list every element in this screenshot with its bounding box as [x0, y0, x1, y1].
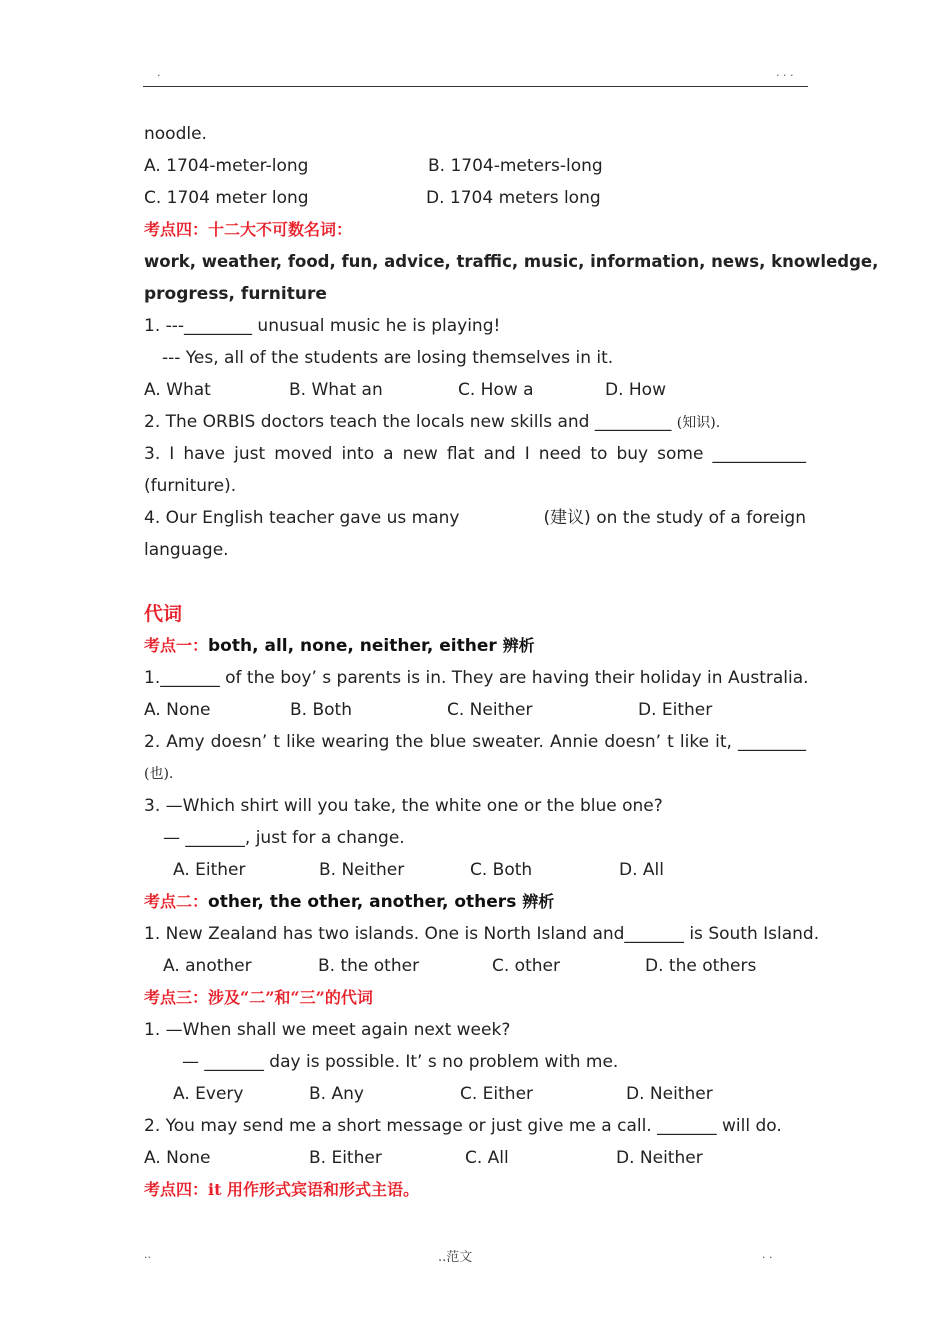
word-list: progress, furniture	[144, 284, 327, 304]
option-c: C. 1704 meter long	[144, 188, 309, 208]
section-heading: 考点三：涉及“二”和“三”的代词	[144, 988, 373, 1007]
options-row	[144, 1142, 806, 1174]
question: 1. New Zealand has two islands. One is North Island and_______ is South Island.	[144, 924, 820, 944]
option-b: B. What an	[289, 380, 383, 400]
options-row	[144, 854, 806, 886]
option-a: A. Every	[173, 1084, 244, 1104]
option-b: B. Both	[290, 700, 352, 720]
chapter-title: 代词	[144, 603, 183, 625]
option-d: D. Either	[638, 700, 713, 720]
option-c: C. All	[465, 1148, 509, 1168]
heading-label: 考点一：	[144, 636, 209, 655]
header-right-mark: . . .	[776, 66, 794, 79]
option-c: C. Both	[470, 860, 533, 880]
footer-center-text: ..范文	[438, 1250, 473, 1265]
option-b: B. Any	[309, 1084, 364, 1104]
option-b: B. Neither	[319, 860, 405, 880]
options-row	[144, 374, 806, 406]
option-a: A. None	[144, 1148, 211, 1168]
option-d: D. 1704 meters long	[426, 188, 601, 208]
heading-suffix: 辨析	[522, 892, 555, 911]
heading-label: 考点二：	[144, 892, 209, 911]
heading-words: both, all, none, neither, either	[208, 636, 503, 656]
options-row	[144, 1078, 806, 1110]
option-a: A. 1704-meter-long	[144, 156, 309, 176]
option-a: A. Either	[173, 860, 246, 880]
option-d: D. All	[619, 860, 664, 880]
option-a: A. What	[144, 380, 211, 400]
footer-left-mark: ..	[144, 1248, 151, 1261]
question: 3. I have just moved into a new flat and I need to buy some ___________	[144, 444, 806, 464]
option-b: B. 1704-meters-long	[428, 156, 603, 176]
option-c: C. How a	[458, 380, 534, 400]
options-row	[144, 950, 806, 982]
option-a: A. None	[144, 700, 211, 720]
option-d: D. Neither	[626, 1084, 713, 1104]
question-text: 4. Our English teacher gave us many	[144, 508, 460, 528]
question-continued: (也).	[144, 766, 174, 782]
question-continued: language.	[144, 540, 229, 560]
option-b: B. the other	[318, 956, 420, 976]
option-a: A. another	[163, 956, 252, 976]
heading-suffix: 辨析	[502, 636, 535, 655]
document-body	[144, 118, 879, 1206]
question: 3. —Which shirt will you take, the white one or the blue one?	[144, 796, 663, 816]
option-d: D. Neither	[616, 1148, 703, 1168]
options-row	[144, 182, 806, 214]
hint-text: (知识).	[676, 415, 721, 431]
question	[144, 502, 806, 534]
question: 1. ---________ unusual music he is playing!	[144, 316, 501, 336]
header-rule	[143, 86, 808, 87]
question-continued: (furniture).	[144, 476, 237, 496]
option-c: C. Either	[460, 1084, 534, 1104]
answer-line: — _______, just for a change.	[163, 828, 405, 848]
question	[144, 406, 806, 438]
question: 1._______ of the boy’ s parents is in. They are having their holiday in Australia.	[144, 668, 809, 688]
spacer	[144, 566, 806, 598]
option-c: C. Neither	[447, 700, 533, 720]
question-text: 2. The ORBIS doctors teach the locals new skills and _________	[144, 412, 677, 432]
option-d: D. the others	[645, 956, 757, 976]
header-left-mark: .	[157, 66, 161, 79]
question-text-2: (建议) on the study of a foreign	[543, 508, 806, 528]
word-list: work, weather, food, fun, advice, traffic, music, information, news, knowledge,	[144, 252, 879, 271]
footer-right-mark: . .	[762, 1248, 773, 1261]
options-row	[144, 694, 806, 726]
question: 2. Amy doesn’ t like wearing the blue sweater. Annie doesn’ t like it, ________	[144, 732, 806, 752]
text-line: noodle.	[144, 124, 207, 144]
options-row	[144, 150, 806, 182]
section-heading	[144, 630, 806, 662]
option-c: C. other	[492, 956, 560, 976]
heading-words: other, the other, another, others	[208, 892, 523, 912]
answer-line: — _______ day is possible. It’ s no problem with me.	[182, 1052, 619, 1072]
option-b: B. Either	[309, 1148, 382, 1168]
answer-line: --- Yes, all of the students are losing themselves in it.	[162, 348, 614, 368]
section-heading: 考点四：it 用作形式宾语和形式主语。	[144, 1180, 420, 1199]
question: 1. —When shall we meet again next week?	[144, 1020, 511, 1040]
question: 2. You may send me a short message or just give me a call. _______ will do.	[144, 1116, 782, 1136]
section-heading: 考点四：十二大不可数名词：	[144, 220, 353, 239]
option-d: D. How	[605, 380, 666, 400]
section-heading	[144, 886, 806, 918]
